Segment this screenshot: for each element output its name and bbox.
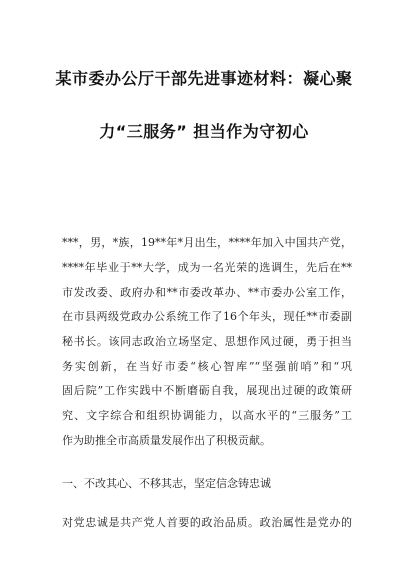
paragraph-line: 作为助推全市高质量发展作出了积极贡献。	[62, 434, 271, 447]
paragraph-line: 在市县两级党政办公系统工作了16个年头，现任**市委副	[62, 310, 352, 323]
paragraph-line: 究、文字综合和组织协调能力，以高水平的“三服务”工	[62, 409, 352, 422]
document-title-line-2: 力“三服务” 担当作为守初心	[99, 122, 309, 141]
paragraph-line: 秘书长。该同志政治立场坚定、思想作风过硬，勇于担当	[62, 335, 352, 348]
paragraph-line: 务实创新，在当好市委“核心智库”“坚强前哨”和“巩	[62, 360, 352, 373]
section-heading: 一、不改其心、不移其志，坚定信念铸忠诚	[62, 477, 271, 490]
paragraph-line: ***，男，*族，19**年*月出生，****年加入中国共产党，	[62, 236, 352, 249]
paragraph-line: 固后院”工作实践中不断磨砺自我，展现出过硬的政策研	[62, 384, 352, 397]
paragraph-line: ****年毕业于**大学，成为一名光荣的选调生，先后在**	[62, 261, 352, 274]
paragraph-2-line: 对党忠诚是共产党人首要的政治品质。政治属性是党办的	[62, 516, 352, 529]
document-title-line-1: 某市委办公厅干部先进事迹材料：凝心聚	[55, 69, 353, 88]
paragraph-line: 市发改委、政府办和**市委改革办、**市委办公室工作，	[62, 286, 352, 299]
